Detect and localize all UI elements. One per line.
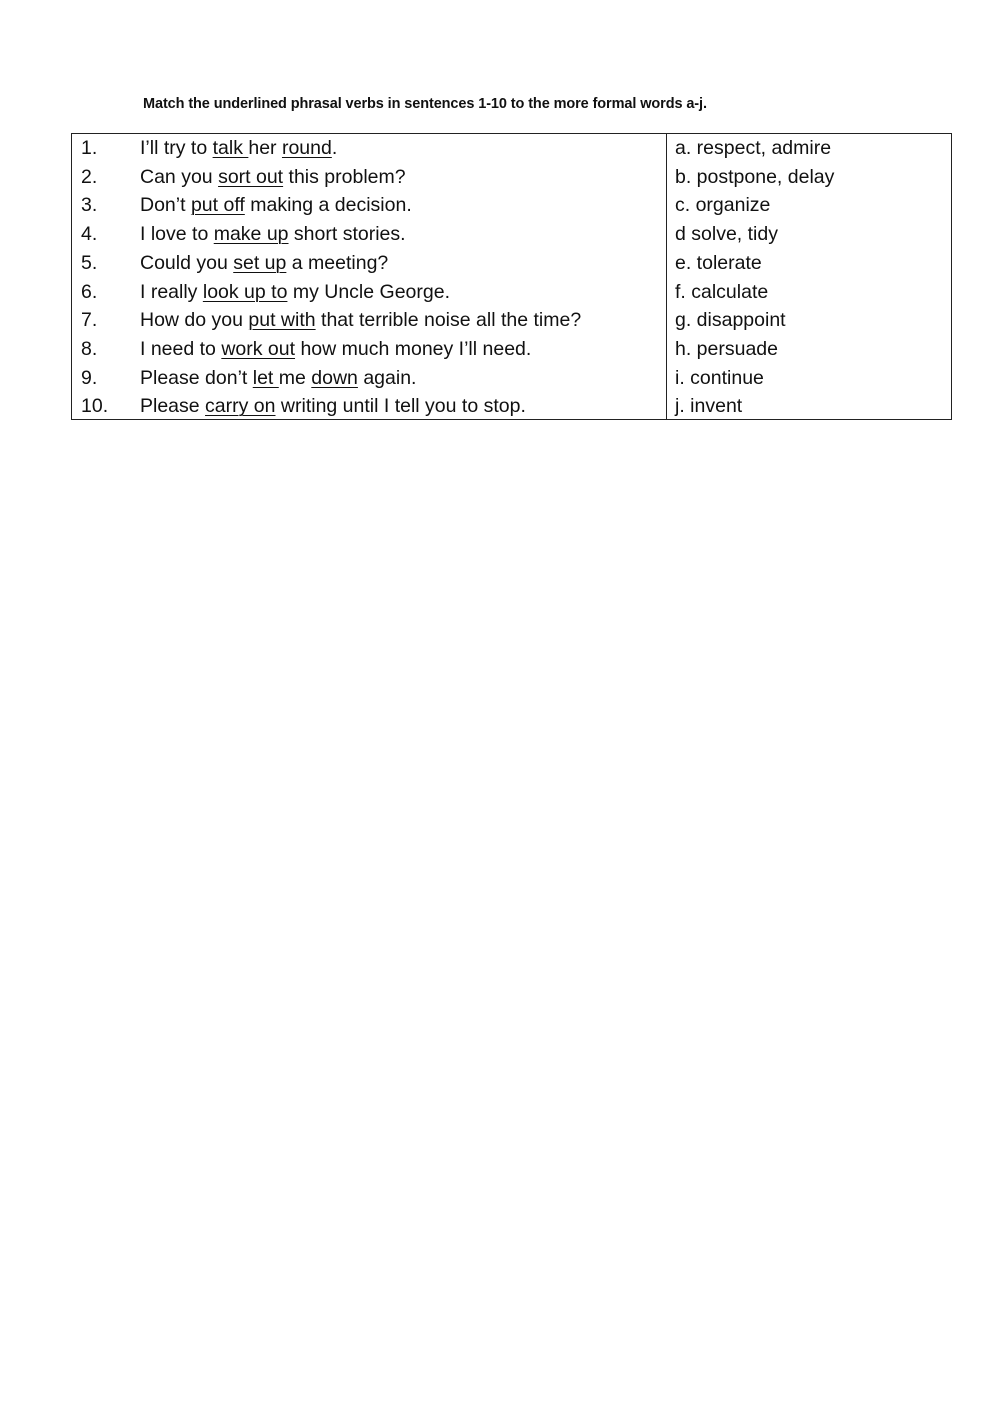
- phrasal-verb-underlined: put with: [248, 309, 316, 332]
- item-sentence: [140, 163, 406, 192]
- item-number: 9.: [81, 366, 98, 389]
- table-row: [72, 306, 951, 335]
- answer-option: c. organize: [675, 194, 771, 217]
- sentence-text: short stories.: [288, 223, 406, 246]
- answer-option: e. tolerate: [675, 251, 762, 274]
- item-sentence: [140, 364, 416, 393]
- phrasal-verb-underlined: look up to: [202, 280, 288, 303]
- answer-option: b. postpone, delay: [675, 165, 835, 188]
- phrasal-verb-underlined: set up: [233, 251, 287, 274]
- item-number: 3.: [81, 194, 98, 217]
- answer-option: d solve, tidy: [675, 223, 778, 246]
- item-sentence: [140, 306, 581, 335]
- phrasal-verb-underlined: sort out: [218, 165, 284, 188]
- sentence-text: how much money I’ll need.: [295, 337, 532, 360]
- answer-option: a. respect, admire: [675, 137, 832, 159]
- sentence-text: .: [331, 137, 338, 159]
- phrasal-verb-underlined: carry on: [205, 395, 276, 418]
- sentence-text: this problem?: [283, 165, 406, 188]
- sentence-text: How do you: [140, 309, 249, 332]
- item-number: 8.: [81, 337, 98, 360]
- sentence-text: I need to: [140, 337, 222, 360]
- answer-option: j. invent: [675, 395, 743, 418]
- answer-option: h. persuade: [675, 337, 778, 360]
- item-number: 4.: [81, 223, 98, 246]
- sentence-text: that terrible noise all the time?: [315, 309, 582, 332]
- sentence-text: Please: [140, 395, 206, 418]
- sentence-text: writing until I tell you to stop.: [275, 395, 526, 418]
- table-row: [72, 220, 951, 249]
- table-row: [72, 278, 951, 307]
- sentence-text: I love to: [140, 223, 214, 246]
- table-row: [72, 364, 951, 393]
- sentence-text: I’ll try to: [140, 137, 213, 159]
- phrasal-verb-underlined: let: [252, 366, 279, 389]
- table-row: [72, 335, 951, 364]
- table-row: [72, 134, 951, 163]
- exercise-table: [71, 133, 952, 420]
- item-sentence: [140, 335, 531, 364]
- sentence-text: Don’t: [140, 194, 191, 217]
- answer-option: g. disappoint: [675, 309, 786, 332]
- table-row: [72, 392, 951, 421]
- item-sentence: [140, 191, 412, 220]
- item-number: 1.: [81, 137, 98, 159]
- sentence-text: her: [248, 137, 282, 159]
- sentence-text: my Uncle George.: [287, 280, 450, 303]
- item-sentence: [140, 249, 388, 278]
- sentence-text: making a decision.: [244, 194, 412, 217]
- answer-option: i. continue: [675, 366, 764, 389]
- item-number: 7.: [81, 309, 98, 332]
- phrasal-verb-underlined: put off: [190, 194, 245, 217]
- instruction-heading: Match the underlined phrasal verbs in sentences 1-10 to the more formal words a-j.: [143, 96, 707, 112]
- sentence-text: again.: [357, 366, 417, 389]
- sentence-text: Please don’t: [140, 366, 253, 389]
- item-sentence: [140, 220, 406, 249]
- item-sentence: [140, 278, 450, 307]
- phrasal-verb-underlined: talk: [212, 137, 249, 159]
- table-row: [72, 191, 951, 220]
- item-sentence: [140, 392, 526, 421]
- sentence-text: me: [278, 366, 312, 389]
- item-number: 5.: [81, 251, 98, 274]
- phrasal-verb-underlined: round: [281, 137, 332, 159]
- sentence-text: a meeting?: [286, 251, 389, 274]
- answer-option: f. calculate: [675, 280, 769, 303]
- table-row: [72, 163, 951, 192]
- item-number: 2.: [81, 165, 98, 188]
- table-row: [72, 249, 951, 278]
- item-sentence: [140, 134, 337, 163]
- phrasal-verb-underlined: down: [311, 366, 358, 389]
- sentence-text: Could you: [140, 251, 234, 274]
- sentence-text: I really: [140, 280, 203, 303]
- phrasal-verb-underlined: make up: [213, 223, 289, 246]
- item-number: 6.: [81, 280, 98, 303]
- phrasal-verb-underlined: work out: [221, 337, 296, 360]
- sentence-text: Can you: [140, 165, 219, 188]
- item-number: 10.: [81, 395, 109, 418]
